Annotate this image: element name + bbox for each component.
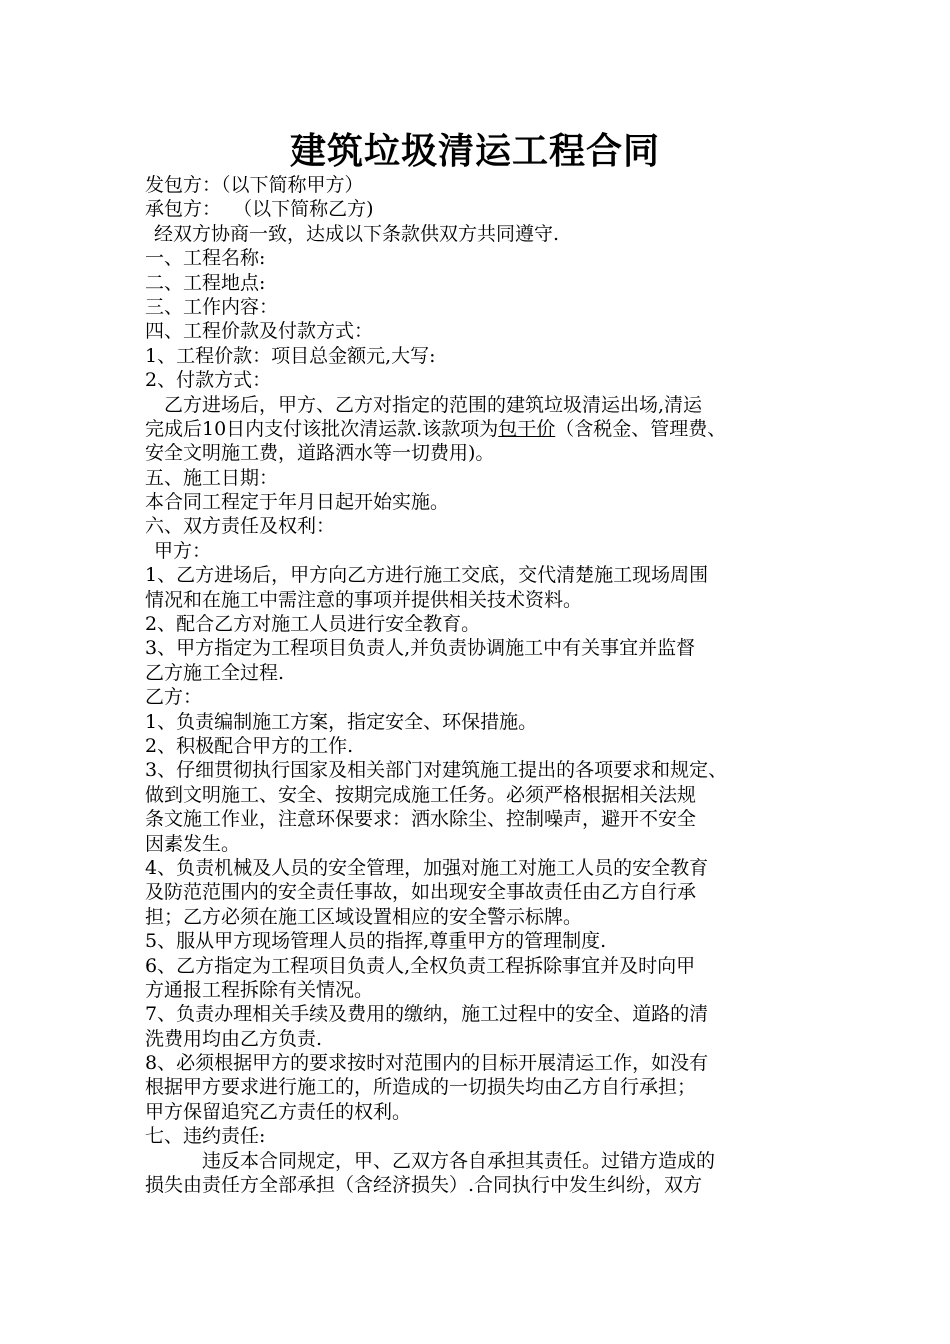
line-price-heading: 四、工程价款及付款方式： — [145, 320, 374, 343]
line-b-8a: 8、必须根据甲方的要求按时对范围内的目标开展清运工作，如没有 — [145, 1052, 709, 1075]
payment-text-b: （含税金、管理费、 — [555, 417, 727, 440]
contract-body — [145, 173, 815, 1197]
line-b-3a: 3、仔细贯彻执行国家及相关部门对建筑施工提出的各项要求和规定、 — [145, 759, 728, 782]
line-breach-2: 损失由责任方全部承担（含经济损失）.合同执行中发生纠纷，双方 — [145, 1174, 703, 1197]
line-b-8b: 根据甲方要求进行施工的，所造成的一切损失均由乙方自行承担； — [145, 1076, 697, 1099]
line-breach-heading: 七、违约责任: — [145, 1125, 266, 1148]
line-a-3a: 3、甲方指定为工程项目负责人,并负责协调施工中有关事宜并监督 — [145, 637, 696, 660]
line-payment-1: 乙方进场后，甲方、乙方对指定的范围的建筑垃圾清运出场,清运 — [164, 393, 703, 416]
line-payment-heading: 2、付款方式： — [145, 369, 272, 392]
line-b-3b: 做到文明施工、安全、按期完成施工任务。必须严格根据相关法规 — [145, 783, 697, 806]
line-a-3b: 乙方施工全过程. — [145, 661, 285, 684]
line-a-2: 2、配合乙方对施工人员进行安全教育。 — [145, 613, 481, 636]
line-project-name: 一、工程名称: — [145, 247, 266, 270]
line-b-6b: 方通报工程拆除有关情况。 — [145, 978, 374, 1001]
line-employer: 发包方：（以下简称甲方） — [145, 174, 364, 196]
line-price: 1、工程价款：项目总金额元,大写: — [145, 344, 436, 367]
line-duties-heading: 六、双方责任及权利： — [145, 515, 336, 538]
line-payment-3: 安全文明施工费，道路洒水等一切费用)。 — [145, 442, 495, 465]
line-b-2: 2、积极配合甲方的工作. — [145, 734, 354, 757]
line-b-4b: 及防范范围内的安全责任事故，如出现安全事故责任由乙方自行承 — [145, 881, 697, 904]
contract-title: 建筑垃圾清运工程合同 — [289, 130, 660, 172]
line-b-4c: 担；乙方必须在施工区域设置相应的安全警示标牌。 — [145, 905, 583, 928]
lump-sum-underlined: 包干价 — [498, 417, 556, 440]
line-b-8c: 甲方保留追究乙方责任的权利。 — [145, 1100, 412, 1123]
line-b-3c: 条文施工作业，注意环保要求：洒水除尘、控制噪声，避开不安全 — [145, 808, 697, 831]
line-contractor: 承包方： （以下简称乙方) — [145, 198, 374, 221]
line-b-7a: 7、负责办理相关手续及费用的缴纳，施工过程中的安全、道路的清 — [145, 1003, 709, 1026]
line-b-6a: 6、乙方指定为工程项目负责人,全权负责工程拆除事宜并及时向甲 — [145, 954, 696, 977]
line-b-4a: 4、负责机械及人员的安全管理，加强对施工对施工人员的安全教育 — [145, 856, 709, 879]
line-breach-1: 违反本合同规定，甲、乙双方各自承担其责任。过错方造成的 — [202, 1149, 716, 1172]
line-party-b: 乙方： — [145, 686, 203, 709]
line-payment-2 — [145, 417, 815, 441]
line-b-1: 1、负责编制施工方案，指定安全、环保措施。 — [145, 710, 538, 733]
line-party-a: 甲方： — [154, 539, 212, 562]
line-b-3d: 因素发生。 — [145, 832, 241, 855]
line-project-location: 二、工程地点: — [145, 271, 266, 294]
line-work-content: 三、工作内容： — [145, 295, 279, 318]
line-a-1b: 情况和在施工中需注意的事项并提供相关技术资料。 — [145, 588, 583, 611]
line-b-7b: 洗费用均由乙方负责. — [145, 1027, 323, 1050]
line-agreement: 经双方协商一致，达成以下条款供双方共同遵守. — [154, 222, 560, 245]
line-a-1a: 1、乙方进场后，甲方向乙方进行施工交底，交代清楚施工现场周围 — [145, 564, 709, 587]
line-schedule: 本合同工程定于年月日起开始实施。 — [145, 491, 450, 514]
line-b-5: 5、服从甲方现场管理人员的指挥,尊重甲方的管理制度. — [145, 930, 607, 953]
line-schedule-heading: 五、施工日期： — [145, 466, 279, 489]
payment-text-a: 完成后10日内支付该批次清运款.该款项为 — [145, 417, 499, 440]
